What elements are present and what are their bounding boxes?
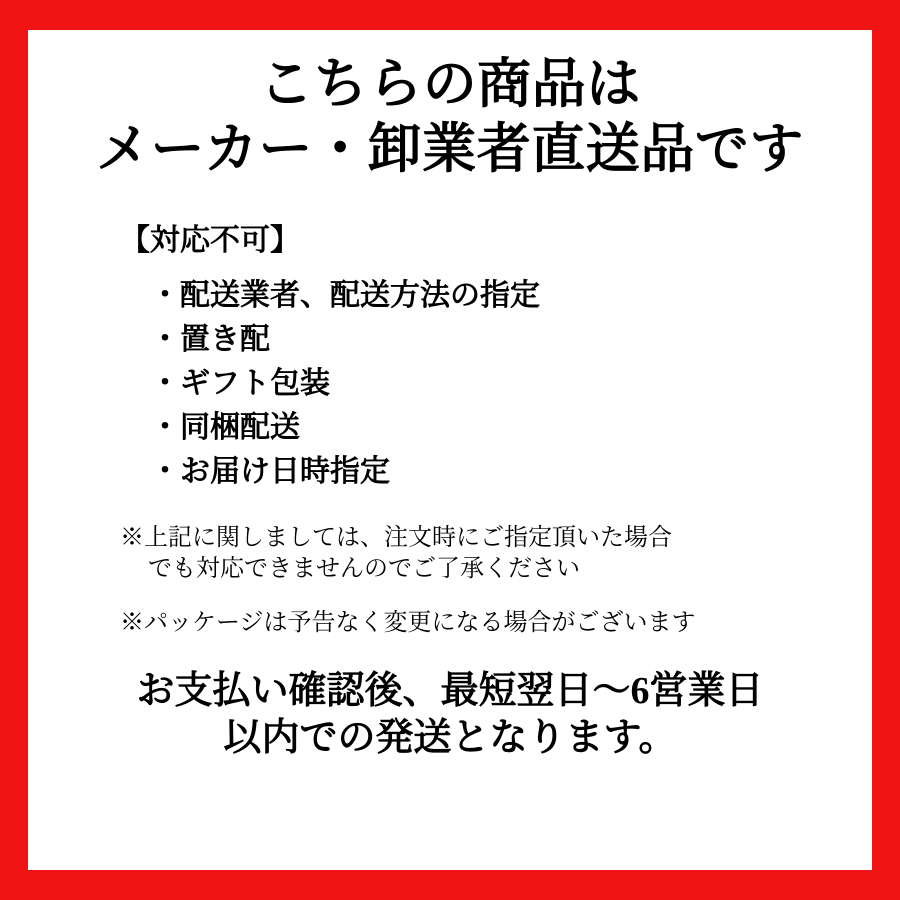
headline-line-1: こちらの商品は (259, 54, 641, 114)
unsupported-list (50, 267, 850, 501)
headline-line-2: メーカー・卸業者直送品です (96, 119, 804, 180)
list-item: ・同梱配送 (150, 410, 300, 444)
shipping-timeline (50, 668, 850, 763)
notice-inner-panel (28, 30, 872, 870)
list-item: ・ギフト包装 (150, 366, 330, 400)
list-item: ・置き配 (150, 322, 270, 356)
list-item: ・配送業者、配送方法の指定 (150, 278, 540, 312)
shipping-timeline-line-2: 以内での発送となります。 (223, 717, 677, 760)
note-order-request-line-1: ※上記に関しましては、注文時にご指定頂いた場合 (120, 524, 672, 551)
section-title-unsupported: 【対応不可】 (120, 223, 300, 257)
list-item: ・お届け日時指定 (150, 454, 390, 488)
note-package-change: ※パッケージは予告なく変更になる場合がございます (120, 609, 696, 636)
note-order-request (120, 523, 850, 586)
shipping-timeline-line-1: お支払い確認後、最短翌日〜6営業日 (136, 669, 764, 712)
note-order-request-line-2: でも対応できませんのでご了承ください (148, 556, 580, 583)
